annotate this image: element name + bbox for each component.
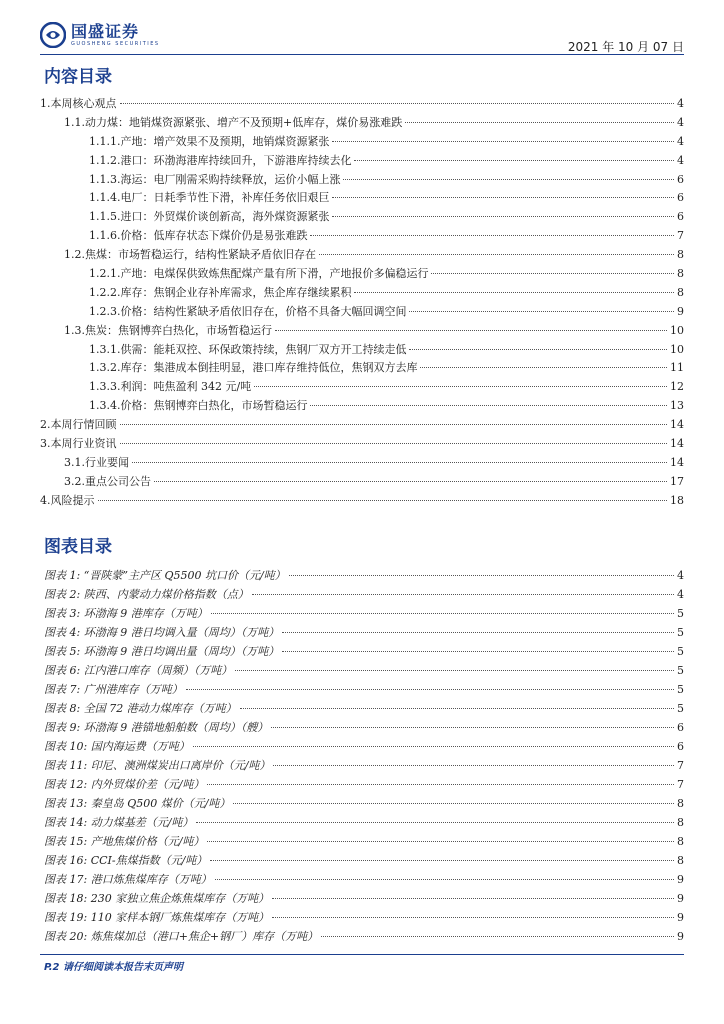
toc-entry-label: 1.1.2.港口：环渤海港库持续回升，下游港库持续去化 bbox=[89, 153, 352, 167]
page-number: 18 bbox=[670, 493, 684, 507]
toc-entry[interactable] bbox=[40, 341, 684, 360]
page-number: 4 bbox=[677, 115, 684, 129]
figure-entry-label: 图表 1: “晋陕蒙”主产区 Q5500 坑口价（元/吨） bbox=[44, 569, 286, 582]
page-number: 5 bbox=[677, 702, 684, 715]
page-number: 5 bbox=[677, 626, 684, 639]
page-number: 11 bbox=[670, 361, 684, 375]
dot-leader bbox=[354, 292, 674, 293]
toc-entry-label: 1.3.3.利润：吨焦盈利 342 元/吨 bbox=[89, 380, 252, 394]
figure-list bbox=[40, 566, 684, 946]
figure-entry-label: 图表 4: 环渤海 9 港日均调入量（周均）（万吨） bbox=[44, 626, 280, 639]
dot-leader bbox=[120, 424, 668, 425]
dot-leader bbox=[120, 103, 675, 104]
dot-leader bbox=[420, 367, 667, 368]
toc-entry[interactable] bbox=[40, 171, 684, 190]
figure-entry[interactable] bbox=[40, 661, 684, 680]
figure-entry[interactable] bbox=[40, 737, 684, 756]
dot-leader bbox=[310, 235, 674, 236]
page-number: 5 bbox=[677, 683, 684, 696]
dot-leader bbox=[193, 746, 674, 747]
footer-divider bbox=[40, 954, 684, 955]
toc-entry-label: 1.1.6.价格：低库存状态下煤价仍是易张难跌 bbox=[89, 229, 308, 243]
toc-entry-label: 3.1.行业要闻 bbox=[64, 455, 129, 469]
figure-entry-label: 图表 12: 内外贸煤价差（元/吨） bbox=[44, 778, 205, 791]
toc-entry[interactable] bbox=[40, 95, 684, 114]
dot-leader bbox=[409, 311, 674, 312]
dot-leader bbox=[207, 784, 674, 785]
page-number: 6 bbox=[677, 210, 684, 224]
toc-entry[interactable] bbox=[40, 416, 684, 435]
page-footer: P.2 请仔细阅读本报告末页声明 bbox=[44, 962, 183, 973]
dot-leader bbox=[272, 917, 674, 918]
page-number: 14 bbox=[670, 437, 684, 451]
figure-entry[interactable] bbox=[40, 832, 684, 851]
toc-entry[interactable] bbox=[40, 208, 684, 227]
figure-entry-label: 图表 7: 广州港库存（万吨） bbox=[44, 683, 183, 696]
dot-leader bbox=[120, 443, 668, 444]
page-number: 6 bbox=[677, 740, 684, 753]
dot-leader bbox=[319, 254, 674, 255]
figure-entry[interactable] bbox=[40, 566, 684, 585]
figure-entry-label: 图表 15: 产地焦煤价格（元/吨） bbox=[44, 835, 205, 848]
toc-entry[interactable] bbox=[40, 378, 684, 397]
figure-entry[interactable] bbox=[40, 794, 684, 813]
toc-entry-label: 1.3.焦炭：焦钢博弈白热化，市场暂稳运行 bbox=[64, 323, 272, 337]
page-number: 4 bbox=[677, 153, 684, 167]
page-number: 5 bbox=[677, 664, 684, 677]
toc-entry[interactable] bbox=[40, 246, 684, 265]
dot-leader bbox=[235, 670, 674, 671]
toc-entry[interactable] bbox=[40, 473, 684, 492]
figure-entry[interactable] bbox=[40, 908, 684, 927]
figure-entry[interactable] bbox=[40, 756, 684, 775]
figure-entry[interactable] bbox=[40, 604, 684, 623]
page-number: 9 bbox=[677, 873, 684, 886]
dot-leader bbox=[210, 860, 674, 861]
toc-entry-label: 3.2.重点公司公告 bbox=[64, 474, 151, 488]
header-divider bbox=[40, 54, 684, 55]
toc-entry[interactable] bbox=[40, 303, 684, 322]
page-number: 7 bbox=[677, 759, 684, 772]
dot-leader bbox=[354, 160, 674, 161]
toc-heading: 内容目录 bbox=[44, 67, 112, 87]
toc-entry-label: 1.2.焦煤：市场暂稳运行，结构性紧缺矛盾依旧存在 bbox=[64, 248, 316, 262]
page-number: 10 bbox=[670, 342, 684, 356]
figure-entry[interactable] bbox=[40, 585, 684, 604]
figure-entry-label: 图表 18: 230 家独立焦企炼焦煤库存（万吨） bbox=[44, 892, 270, 905]
toc-entry-label: 1.1.动力煤：地销煤资源紧张、增产不及预期+低库存，煤价易涨难跌 bbox=[64, 115, 403, 129]
toc-entry-label: 1.3.4.价格：焦钢博弈白热化，市场暂稳运行 bbox=[89, 399, 308, 413]
dot-leader bbox=[431, 273, 674, 274]
dot-leader bbox=[282, 632, 674, 633]
company-logo bbox=[40, 22, 160, 48]
figure-entry-label: 图表 14: 动力煤基差（元/吨） bbox=[44, 816, 194, 829]
page-number: 8 bbox=[677, 854, 684, 867]
toc-entry-label: 1.3.2.库存：集港成本倒挂明显，港口库存维持低位，焦钢双方去库 bbox=[89, 361, 418, 375]
dot-leader bbox=[186, 689, 674, 690]
toc-entry-label: 3.本周行业资讯 bbox=[40, 437, 117, 451]
figure-entry[interactable] bbox=[40, 870, 684, 889]
logo-english-name: GUOSHENG SECURITIES bbox=[71, 40, 160, 47]
dot-leader bbox=[215, 879, 674, 880]
figure-entry-label: 图表 6: 江内港口库存（周频）（万吨） bbox=[44, 664, 233, 677]
page-number: 13 bbox=[670, 399, 684, 413]
dot-leader bbox=[207, 841, 674, 842]
figure-entry-label: 图表 20: 炼焦煤加总（港口+焦企+钢厂）库存（万吨） bbox=[44, 930, 319, 943]
toc-entry-label: 1.1.4.电厂：日耗季节性下滑，补库任务依旧艰巨 bbox=[89, 191, 330, 205]
figure-entry[interactable] bbox=[40, 680, 684, 699]
page-number: 4 bbox=[677, 97, 684, 110]
page-header bbox=[40, 22, 684, 54]
dot-leader bbox=[154, 481, 667, 482]
logo-chinese-name: 国盛证券 bbox=[71, 21, 140, 41]
dot-leader bbox=[275, 330, 667, 331]
figure-entry-label: 图表 17: 港口炼焦煤库存（万吨） bbox=[44, 873, 212, 886]
figure-entry[interactable] bbox=[40, 642, 684, 661]
report-date: 2021 年 10 月 07 日 bbox=[567, 40, 684, 54]
dot-leader bbox=[332, 141, 674, 142]
figure-list-heading: 图表目录 bbox=[44, 537, 112, 557]
toc-entry[interactable] bbox=[40, 284, 684, 303]
toc-entry[interactable] bbox=[40, 133, 684, 152]
dot-leader bbox=[132, 462, 667, 463]
page-number: 8 bbox=[677, 248, 684, 262]
page-number: 17 bbox=[670, 474, 684, 488]
toc-entry-label: 1.2.1.产地：电煤保供致炼焦配煤产量有所下滑，产地报价多偏稳运行 bbox=[89, 267, 429, 281]
figure-entry-label: 图表 3: 环渤海 9 港库存（万吨） bbox=[44, 607, 208, 620]
toc-entry-label: 1.本周核心观点 bbox=[40, 97, 117, 110]
dot-leader bbox=[272, 898, 674, 899]
toc-entry-label: 4.风险提示 bbox=[40, 493, 95, 507]
toc-entry[interactable] bbox=[40, 322, 684, 341]
page-number: 4 bbox=[677, 588, 684, 601]
toc-entry[interactable] bbox=[40, 359, 684, 378]
toc-entry-label: 1.1.3.海运：电厂刚需采购持续释放，运价小幅上涨 bbox=[89, 172, 341, 186]
dot-leader bbox=[405, 122, 674, 123]
page-number: 14 bbox=[670, 418, 684, 432]
page-number: 6 bbox=[677, 191, 684, 205]
figure-entry-label: 图表 2: 陕西、内蒙动力煤价格指数（点） bbox=[44, 588, 249, 601]
figure-entry-label: 图表 10: 国内海运费（万吨） bbox=[44, 740, 190, 753]
figure-entry[interactable] bbox=[40, 699, 684, 718]
page-number: 9 bbox=[677, 304, 684, 318]
figure-entry[interactable] bbox=[40, 718, 684, 737]
toc-entry-label: 1.3.1.供需：能耗双控、环保政策持续，焦钢厂双方开工持续走低 bbox=[89, 342, 407, 356]
dot-leader bbox=[252, 594, 674, 595]
toc-entry[interactable] bbox=[40, 152, 684, 171]
figure-entry-label: 图表 5: 环渤海 9 港日均调出量（周均）（万吨） bbox=[44, 645, 280, 658]
dot-leader bbox=[332, 216, 674, 217]
page-number: 8 bbox=[677, 797, 684, 810]
page-number: 8 bbox=[677, 816, 684, 829]
table-of-contents bbox=[40, 95, 684, 511]
page-number: 6 bbox=[677, 721, 684, 734]
page-number: 8 bbox=[677, 285, 684, 299]
page-number: 8 bbox=[677, 835, 684, 848]
page-number: 5 bbox=[677, 607, 684, 620]
dot-leader bbox=[289, 575, 674, 576]
page-number: 7 bbox=[677, 778, 684, 791]
dot-leader bbox=[211, 613, 674, 614]
figure-entry-label: 图表 13: 秦皇岛 Q500 煤价（元/吨） bbox=[44, 797, 231, 810]
page-number: 7 bbox=[677, 229, 684, 243]
toc-entry-label: 1.2.2.库存：焦钢企业存补库需求，焦企库存继续累积 bbox=[89, 285, 352, 299]
figure-entry[interactable] bbox=[40, 927, 684, 946]
figure-entry[interactable] bbox=[40, 623, 684, 642]
dot-leader bbox=[321, 936, 674, 937]
toc-entry[interactable] bbox=[40, 435, 684, 454]
toc-entry-label: 2.本周行情回顾 bbox=[40, 418, 117, 432]
dot-leader bbox=[240, 708, 674, 709]
dot-leader bbox=[196, 822, 674, 823]
figure-entry[interactable] bbox=[40, 851, 684, 870]
page-number: 9 bbox=[677, 892, 684, 905]
toc-entry[interactable] bbox=[40, 227, 684, 246]
toc-entry-label: 1.1.5.进口：外贸煤价谈创新高，海外煤资源紧张 bbox=[89, 210, 330, 224]
figure-entry-label: 图表 16: CCI-焦煤指数（元/吨） bbox=[44, 854, 208, 867]
toc-entry[interactable] bbox=[40, 397, 684, 416]
dot-leader bbox=[310, 405, 667, 406]
dot-leader bbox=[98, 500, 668, 501]
page-number: 9 bbox=[677, 911, 684, 924]
toc-entry[interactable] bbox=[40, 114, 684, 133]
page-number: 10 bbox=[670, 323, 684, 337]
dot-leader bbox=[282, 651, 674, 652]
dot-leader bbox=[254, 386, 667, 387]
figure-entry[interactable] bbox=[40, 889, 684, 908]
page-number: 12 bbox=[670, 380, 684, 394]
dot-leader bbox=[271, 727, 674, 728]
figure-entry-label: 图表 8: 全国 72 港动力煤库存（万吨） bbox=[44, 702, 237, 715]
logo-mark-icon bbox=[40, 22, 66, 48]
toc-entry[interactable] bbox=[40, 265, 684, 284]
page-number: 5 bbox=[677, 645, 684, 658]
figure-entry-label: 图表 19: 110 家样本钢厂炼焦煤库存（万吨） bbox=[44, 911, 270, 924]
dot-leader bbox=[409, 349, 667, 350]
figure-entry[interactable] bbox=[40, 775, 684, 794]
toc-entry[interactable] bbox=[40, 454, 684, 473]
figure-entry[interactable] bbox=[40, 813, 684, 832]
toc-entry-label: 1.2.3.价格：结构性紧缺矛盾依旧存在，价格不具备大幅回调空间 bbox=[89, 304, 407, 318]
dot-leader bbox=[343, 179, 674, 180]
toc-entry[interactable] bbox=[40, 492, 684, 511]
toc-entry-label: 1.1.1.产地：增产效果不及预期，地销煤资源紧张 bbox=[89, 134, 330, 148]
page-number: 6 bbox=[677, 172, 684, 186]
dot-leader bbox=[233, 803, 674, 804]
dot-leader bbox=[332, 197, 674, 198]
page-number: 14 bbox=[670, 455, 684, 469]
figure-entry-label: 图表 11: 印尼、澳洲煤炭出口离岸价（元/吨） bbox=[44, 759, 271, 772]
figure-entry-label: 图表 9: 环渤海 9 港锚地船舶数（周均）（艘） bbox=[44, 721, 269, 734]
page-number: 9 bbox=[677, 930, 684, 943]
page-number: 4 bbox=[677, 134, 684, 148]
dot-leader bbox=[273, 765, 674, 766]
page-number: 4 bbox=[677, 569, 684, 582]
page-number: 8 bbox=[677, 267, 684, 281]
toc-entry[interactable] bbox=[40, 189, 684, 208]
